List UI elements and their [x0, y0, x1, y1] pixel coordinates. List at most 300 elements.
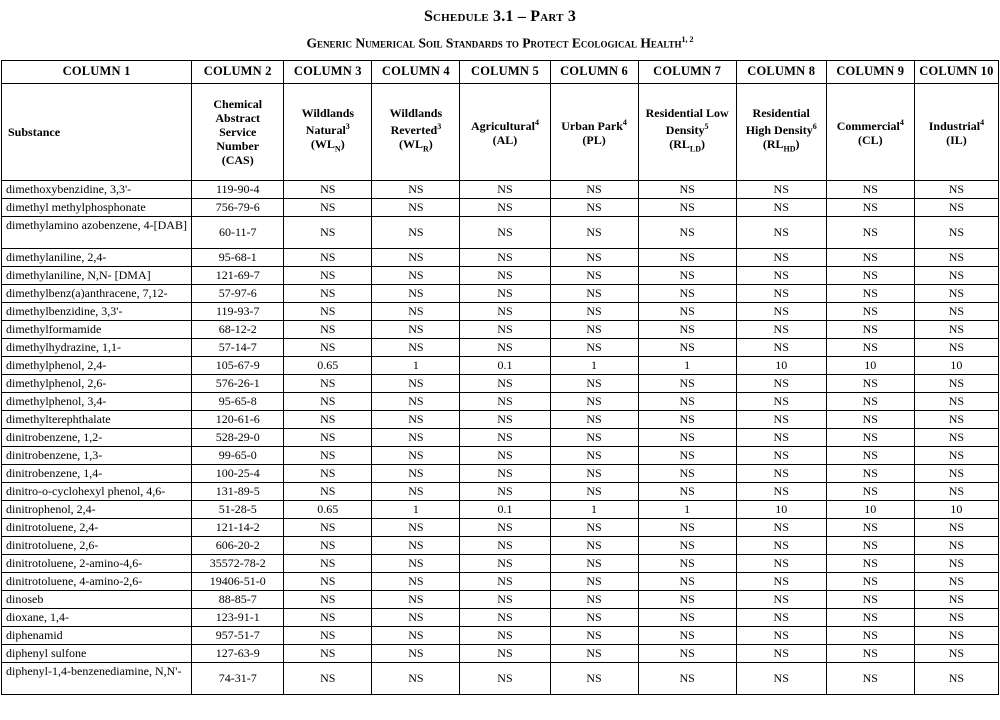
header-substance: [2, 83, 192, 180]
cell-wln: NS: [284, 608, 372, 626]
cell-rlhd: 10: [736, 500, 826, 518]
cell-pl: NS: [550, 180, 638, 198]
cell-substance: dinitrobenzene, 1,4-: [2, 464, 192, 482]
header-il-title: Industrial: [928, 119, 981, 133]
cell-rlhd: 10: [736, 356, 826, 374]
cell-pl: NS: [550, 320, 638, 338]
table-row: [2, 482, 999, 500]
cell-wlr: NS: [372, 198, 460, 216]
cell-wln: NS: [284, 626, 372, 644]
header-agricultural: [460, 83, 550, 180]
cell-rlld: NS: [638, 644, 736, 662]
cell-cas: 57-97-6: [192, 284, 284, 302]
soil-standards-table: [1, 60, 999, 695]
header-rlld-abbrev: (RL: [669, 137, 690, 152]
cell-rlld: NS: [638, 482, 736, 500]
table-row: [2, 266, 999, 284]
cell-substance: dimethylterephthalate: [2, 410, 192, 428]
page-subtitle-text: Generic Numerical Soil Standards to Protect Ecological Health: [306, 35, 682, 51]
table-row: [2, 374, 999, 392]
table-row: [2, 626, 999, 644]
column-number-6: COLUMN 6: [550, 60, 638, 83]
cell-il: NS: [914, 266, 998, 284]
cell-cas: 131-89-5: [192, 482, 284, 500]
cell-substance: dimethyl methylphosphonate: [2, 198, 192, 216]
cell-al: NS: [460, 320, 550, 338]
cell-wlr: NS: [372, 374, 460, 392]
header-cas-line-4: Number: [216, 138, 260, 153]
cell-wln: 0.65: [284, 356, 372, 374]
cell-cas: 121-14-2: [192, 518, 284, 536]
cell-wlr: NS: [372, 320, 460, 338]
cell-rlld: NS: [638, 180, 736, 198]
header-cas-line-3: Service: [219, 124, 257, 139]
cell-wlr: NS: [372, 482, 460, 500]
cell-cas: 576-26-1: [192, 374, 284, 392]
cell-cl: NS: [826, 446, 914, 464]
cell-rlhd: NS: [736, 536, 826, 554]
header-rlld-abbrev-end: ): [701, 137, 706, 152]
cell-pl: NS: [550, 266, 638, 284]
table-row: [2, 500, 999, 518]
table-head: [2, 60, 999, 180]
cell-substance: diphenyl sulfone: [2, 644, 192, 662]
header-wildlands-reverted: [372, 83, 460, 180]
table-row: [2, 554, 999, 572]
cell-wlr: NS: [372, 216, 460, 248]
cell-cl: NS: [826, 302, 914, 320]
header-rlhd-abbrev-sub: HD: [783, 144, 796, 154]
cell-pl: NS: [550, 536, 638, 554]
cell-al: NS: [460, 302, 550, 320]
cell-pl: NS: [550, 392, 638, 410]
column-number-8: COLUMN 8: [736, 60, 826, 83]
cell-wln: NS: [284, 216, 372, 248]
page-subtitle: [0, 35, 1000, 52]
table-row: [2, 572, 999, 590]
cell-il: NS: [914, 536, 998, 554]
cell-al: NS: [460, 590, 550, 608]
cell-rlhd: NS: [736, 590, 826, 608]
cell-il: 10: [914, 500, 998, 518]
document-page: [0, 8, 1000, 720]
cell-rlld: NS: [638, 266, 736, 284]
cell-al: NS: [460, 180, 550, 198]
cell-pl: NS: [550, 198, 638, 216]
header-il-footnote: 4: [980, 118, 985, 127]
cell-pl: NS: [550, 338, 638, 356]
cell-substance: dinitro-o-cyclohexyl phenol, 4,6-: [2, 482, 192, 500]
cell-il: NS: [914, 284, 998, 302]
cell-pl: NS: [550, 410, 638, 428]
cell-substance: dinitrotoluene, 2-amino-4,6-: [2, 554, 192, 572]
cell-wln: NS: [284, 518, 372, 536]
header-residential-high-density: [736, 83, 826, 180]
cell-cas: 528-29-0: [192, 428, 284, 446]
table-row: [2, 392, 999, 410]
cell-cas: 105-67-9: [192, 356, 284, 374]
header-wln-footnote: 3: [345, 122, 350, 132]
header-wln-abbrev: (WL: [310, 137, 335, 152]
cell-wlr: NS: [372, 608, 460, 626]
cell-substance: dimethylbenz(a)anthracene, 7,12-: [2, 284, 192, 302]
cell-wlr: NS: [372, 302, 460, 320]
cell-rlld: NS: [638, 216, 736, 248]
cell-substance: dimethylbenzidine, 3,3'-: [2, 302, 192, 320]
header-rlld-title: Residential Low Density: [645, 106, 729, 138]
cell-il: NS: [914, 216, 998, 248]
cell-cl: NS: [826, 464, 914, 482]
table-row: [2, 644, 999, 662]
cell-rlld: NS: [638, 554, 736, 572]
table-body: [2, 180, 999, 694]
table-row: [2, 356, 999, 374]
cell-cas: 95-68-1: [192, 248, 284, 266]
cell-pl: NS: [550, 248, 638, 266]
cell-cas: 35572-78-2: [192, 554, 284, 572]
cell-cl: NS: [826, 392, 914, 410]
cell-wlr: NS: [372, 590, 460, 608]
cell-rlld: NS: [638, 428, 736, 446]
cell-wlr: NS: [372, 554, 460, 572]
cell-cas: 121-69-7: [192, 266, 284, 284]
cell-pl: 1: [550, 356, 638, 374]
column-number-7: COLUMN 7: [638, 60, 736, 83]
cell-wlr: NS: [372, 410, 460, 428]
cell-wln: NS: [284, 464, 372, 482]
cell-il: NS: [914, 320, 998, 338]
cell-al: 0.1: [460, 500, 550, 518]
cell-wlr: NS: [372, 626, 460, 644]
cell-wln: NS: [284, 554, 372, 572]
cell-substance: dimethylphenol, 3,4-: [2, 392, 192, 410]
cell-wlr: NS: [372, 446, 460, 464]
cell-wlr: NS: [372, 644, 460, 662]
cell-rlhd: NS: [736, 554, 826, 572]
cell-wln: NS: [284, 338, 372, 356]
column-header-row: [2, 83, 999, 180]
header-wildlands-natural: [284, 83, 372, 180]
table-row: [2, 410, 999, 428]
cell-cl: NS: [826, 518, 914, 536]
cell-rlhd: NS: [736, 248, 826, 266]
header-cas: [192, 83, 284, 180]
cell-rlhd: NS: [736, 428, 826, 446]
column-number-4: COLUMN 4: [372, 60, 460, 83]
cell-pl: NS: [550, 590, 638, 608]
cell-il: NS: [914, 392, 998, 410]
cell-wln: 0.65: [284, 500, 372, 518]
cell-rlld: NS: [638, 536, 736, 554]
cell-rlhd: NS: [736, 374, 826, 392]
table-row: [2, 216, 999, 248]
cell-al: NS: [460, 410, 550, 428]
cell-rlhd: NS: [736, 320, 826, 338]
header-wln-abbrev-end: ): [340, 137, 345, 152]
column-number-10: COLUMN 10: [914, 60, 998, 83]
cell-cas: 120-61-6: [192, 410, 284, 428]
cell-wln: NS: [284, 482, 372, 500]
cell-wln: NS: [284, 536, 372, 554]
cell-rlld: NS: [638, 626, 736, 644]
cell-cas: 957-51-7: [192, 626, 284, 644]
cell-wln: NS: [284, 248, 372, 266]
cell-cas: 57-14-7: [192, 338, 284, 356]
cell-rlhd: NS: [736, 626, 826, 644]
header-wlr-title: Wildlands Reverted: [389, 106, 443, 138]
cell-wln: NS: [284, 320, 372, 338]
cell-wlr: NS: [372, 284, 460, 302]
cell-substance: dimethylamino azobenzene, 4-[DAB]: [2, 216, 192, 248]
cell-wln: NS: [284, 266, 372, 284]
column-number-2: COLUMN 2: [192, 60, 284, 83]
page-title: Schedule 3.1 – Part 3: [423, 8, 577, 25]
cell-cas: 756-79-6: [192, 198, 284, 216]
cell-rlld: NS: [638, 198, 736, 216]
cell-rlld: NS: [638, 320, 736, 338]
cell-al: 0.1: [460, 356, 550, 374]
cell-rlld: NS: [638, 410, 736, 428]
header-wlr-abbrev-sub: R: [422, 144, 429, 154]
cell-cl: NS: [826, 590, 914, 608]
table-row: [2, 536, 999, 554]
cell-wlr: NS: [372, 338, 460, 356]
cell-wlr: NS: [372, 266, 460, 284]
cell-cl: NS: [826, 626, 914, 644]
cell-pl: NS: [550, 608, 638, 626]
cell-substance: dimethylformamide: [2, 320, 192, 338]
cell-rlld: NS: [638, 338, 736, 356]
cell-cl: NS: [826, 644, 914, 662]
cell-cas: 95-65-8: [192, 392, 284, 410]
cell-cl: NS: [826, 482, 914, 500]
cell-pl: NS: [550, 572, 638, 590]
table-row: [2, 662, 999, 694]
header-wlr-abbrev: (WL: [398, 137, 423, 152]
cell-rlld: 1: [638, 500, 736, 518]
cell-il: NS: [914, 302, 998, 320]
cell-rlhd: NS: [736, 644, 826, 662]
cell-substance: dimethylaniline, 2,4-: [2, 248, 192, 266]
cell-rlhd: NS: [736, 216, 826, 248]
column-number-9: COLUMN 9: [826, 60, 914, 83]
header-cl-footnote: 4: [899, 118, 904, 127]
cell-rlld: NS: [638, 284, 736, 302]
cell-rlld: NS: [638, 248, 736, 266]
cell-rlhd: NS: [736, 608, 826, 626]
header-rlhd-footnote: 6: [812, 122, 817, 132]
cell-rlld: NS: [638, 590, 736, 608]
cell-il: NS: [914, 446, 998, 464]
cell-cas: 119-90-4: [192, 180, 284, 198]
cell-al: NS: [460, 216, 550, 248]
cell-il: NS: [914, 180, 998, 198]
cell-substance: dimethoxybenzidine, 3,3'-: [2, 180, 192, 198]
cell-cl: NS: [826, 248, 914, 266]
header-wlr-abbrev-end: ): [428, 137, 433, 152]
table-row: [2, 180, 999, 198]
cell-cas: 19406-51-0: [192, 572, 284, 590]
cell-rlhd: NS: [736, 180, 826, 198]
cell-cl: NS: [826, 320, 914, 338]
cell-cl: NS: [826, 554, 914, 572]
cell-pl: NS: [550, 518, 638, 536]
cell-pl: NS: [550, 302, 638, 320]
cell-wln: NS: [284, 374, 372, 392]
table-row: [2, 428, 999, 446]
cell-pl: NS: [550, 662, 638, 694]
cell-il: NS: [914, 374, 998, 392]
cell-il: NS: [914, 464, 998, 482]
header-cas-line-1: Chemical: [213, 96, 263, 111]
cell-il: NS: [914, 590, 998, 608]
cell-cl: NS: [826, 608, 914, 626]
cell-cas: 74-31-7: [192, 662, 284, 694]
table-row: [2, 464, 999, 482]
cell-cl: NS: [826, 284, 914, 302]
cell-wlr: NS: [372, 248, 460, 266]
header-rlld-abbrev-sub: LD: [689, 144, 702, 154]
cell-pl: NS: [550, 554, 638, 572]
cell-il: NS: [914, 608, 998, 626]
cell-substance: dinitrobenzene, 1,2-: [2, 428, 192, 446]
cell-il: NS: [914, 428, 998, 446]
cell-substance: dinitrophenol, 2,4-: [2, 500, 192, 518]
cell-al: NS: [460, 338, 550, 356]
cell-il: NS: [914, 482, 998, 500]
cell-cl: NS: [826, 428, 914, 446]
cell-cas: 606-20-2: [192, 536, 284, 554]
cell-il: NS: [914, 338, 998, 356]
cell-cl: NS: [826, 572, 914, 590]
cell-al: NS: [460, 392, 550, 410]
cell-rlhd: NS: [736, 482, 826, 500]
cell-rlhd: NS: [736, 338, 826, 356]
table-row: [2, 338, 999, 356]
cell-pl: NS: [550, 374, 638, 392]
cell-wln: NS: [284, 572, 372, 590]
cell-cl: NS: [826, 536, 914, 554]
cell-wln: NS: [284, 446, 372, 464]
cell-al: NS: [460, 374, 550, 392]
cell-pl: NS: [550, 284, 638, 302]
cell-rlhd: NS: [736, 302, 826, 320]
table-row: [2, 608, 999, 626]
cell-rlld: NS: [638, 392, 736, 410]
header-residential-low-density: [638, 83, 736, 180]
header-cas-line-2: Abstract: [215, 110, 261, 125]
page-subtitle-footnote: 1, 2: [681, 35, 694, 44]
cell-pl: 1: [550, 500, 638, 518]
cell-wlr: NS: [372, 518, 460, 536]
column-number-5: COLUMN 5: [460, 60, 550, 83]
cell-wln: NS: [284, 410, 372, 428]
cell-substance: dioxane, 1,4-: [2, 608, 192, 626]
cell-al: NS: [460, 626, 550, 644]
cell-cas: 88-85-7: [192, 590, 284, 608]
cell-al: NS: [460, 428, 550, 446]
cell-rlhd: NS: [736, 410, 826, 428]
cell-rlhd: NS: [736, 572, 826, 590]
cell-al: NS: [460, 482, 550, 500]
column-number-row: [2, 60, 999, 83]
cell-rlhd: NS: [736, 198, 826, 216]
cell-rlld: NS: [638, 662, 736, 694]
table-row: [2, 302, 999, 320]
cell-rlhd: NS: [736, 662, 826, 694]
cell-cas: 127-63-9: [192, 644, 284, 662]
cell-pl: NS: [550, 428, 638, 446]
cell-cl: NS: [826, 338, 914, 356]
cell-al: NS: [460, 446, 550, 464]
table-row: [2, 590, 999, 608]
cell-rlld: NS: [638, 302, 736, 320]
cell-wln: NS: [284, 302, 372, 320]
cell-il: NS: [914, 198, 998, 216]
table-row: [2, 248, 999, 266]
cell-wlr: NS: [372, 536, 460, 554]
cell-il: NS: [914, 662, 998, 694]
column-number-1: COLUMN 1: [2, 60, 192, 83]
cell-wlr: NS: [372, 464, 460, 482]
cell-substance: dimethylphenol, 2,4-: [2, 356, 192, 374]
header-wlr-footnote: 3: [437, 122, 442, 132]
header-rlld-footnote: 5: [704, 122, 709, 132]
cell-substance: diphenamid: [2, 626, 192, 644]
cell-cl: NS: [826, 374, 914, 392]
cell-al: NS: [460, 198, 550, 216]
cell-cl: NS: [826, 180, 914, 198]
header-al-title: Agricultural: [470, 119, 535, 133]
cell-rlld: NS: [638, 572, 736, 590]
header-pl-footnote: 4: [622, 118, 627, 127]
table-row: [2, 446, 999, 464]
header-wln-abbrev-sub: N: [334, 144, 341, 154]
cell-al: NS: [460, 248, 550, 266]
cell-pl: NS: [550, 216, 638, 248]
cell-cas: 123-91-1: [192, 608, 284, 626]
cell-rlhd: NS: [736, 284, 826, 302]
cell-rlld: NS: [638, 446, 736, 464]
cell-al: NS: [460, 554, 550, 572]
cell-pl: NS: [550, 644, 638, 662]
cell-pl: NS: [550, 464, 638, 482]
cell-rlld: NS: [638, 464, 736, 482]
cell-al: NS: [460, 644, 550, 662]
cell-il: NS: [914, 644, 998, 662]
header-cl-title: Commercial: [836, 119, 900, 133]
cell-cas: 100-25-4: [192, 464, 284, 482]
cell-cl: NS: [826, 198, 914, 216]
cell-il: NS: [914, 572, 998, 590]
header-wln-title: Wildlands Natural: [301, 106, 355, 138]
cell-il: 10: [914, 356, 998, 374]
table-row: [2, 320, 999, 338]
cell-wln: NS: [284, 644, 372, 662]
cell-cas: 60-11-7: [192, 216, 284, 248]
cell-wlr: NS: [372, 662, 460, 694]
cell-substance: diphenyl-1,4-benzenediamine, N,N'-: [2, 662, 192, 694]
cell-wln: NS: [284, 198, 372, 216]
cell-al: NS: [460, 662, 550, 694]
header-commercial: [826, 83, 914, 180]
cell-substance: dimethylphenol, 2,6-: [2, 374, 192, 392]
header-pl-title: Urban Park: [561, 119, 623, 133]
cell-wlr: 1: [372, 500, 460, 518]
cell-cl: NS: [826, 662, 914, 694]
cell-il: NS: [914, 554, 998, 572]
cell-wlr: NS: [372, 392, 460, 410]
